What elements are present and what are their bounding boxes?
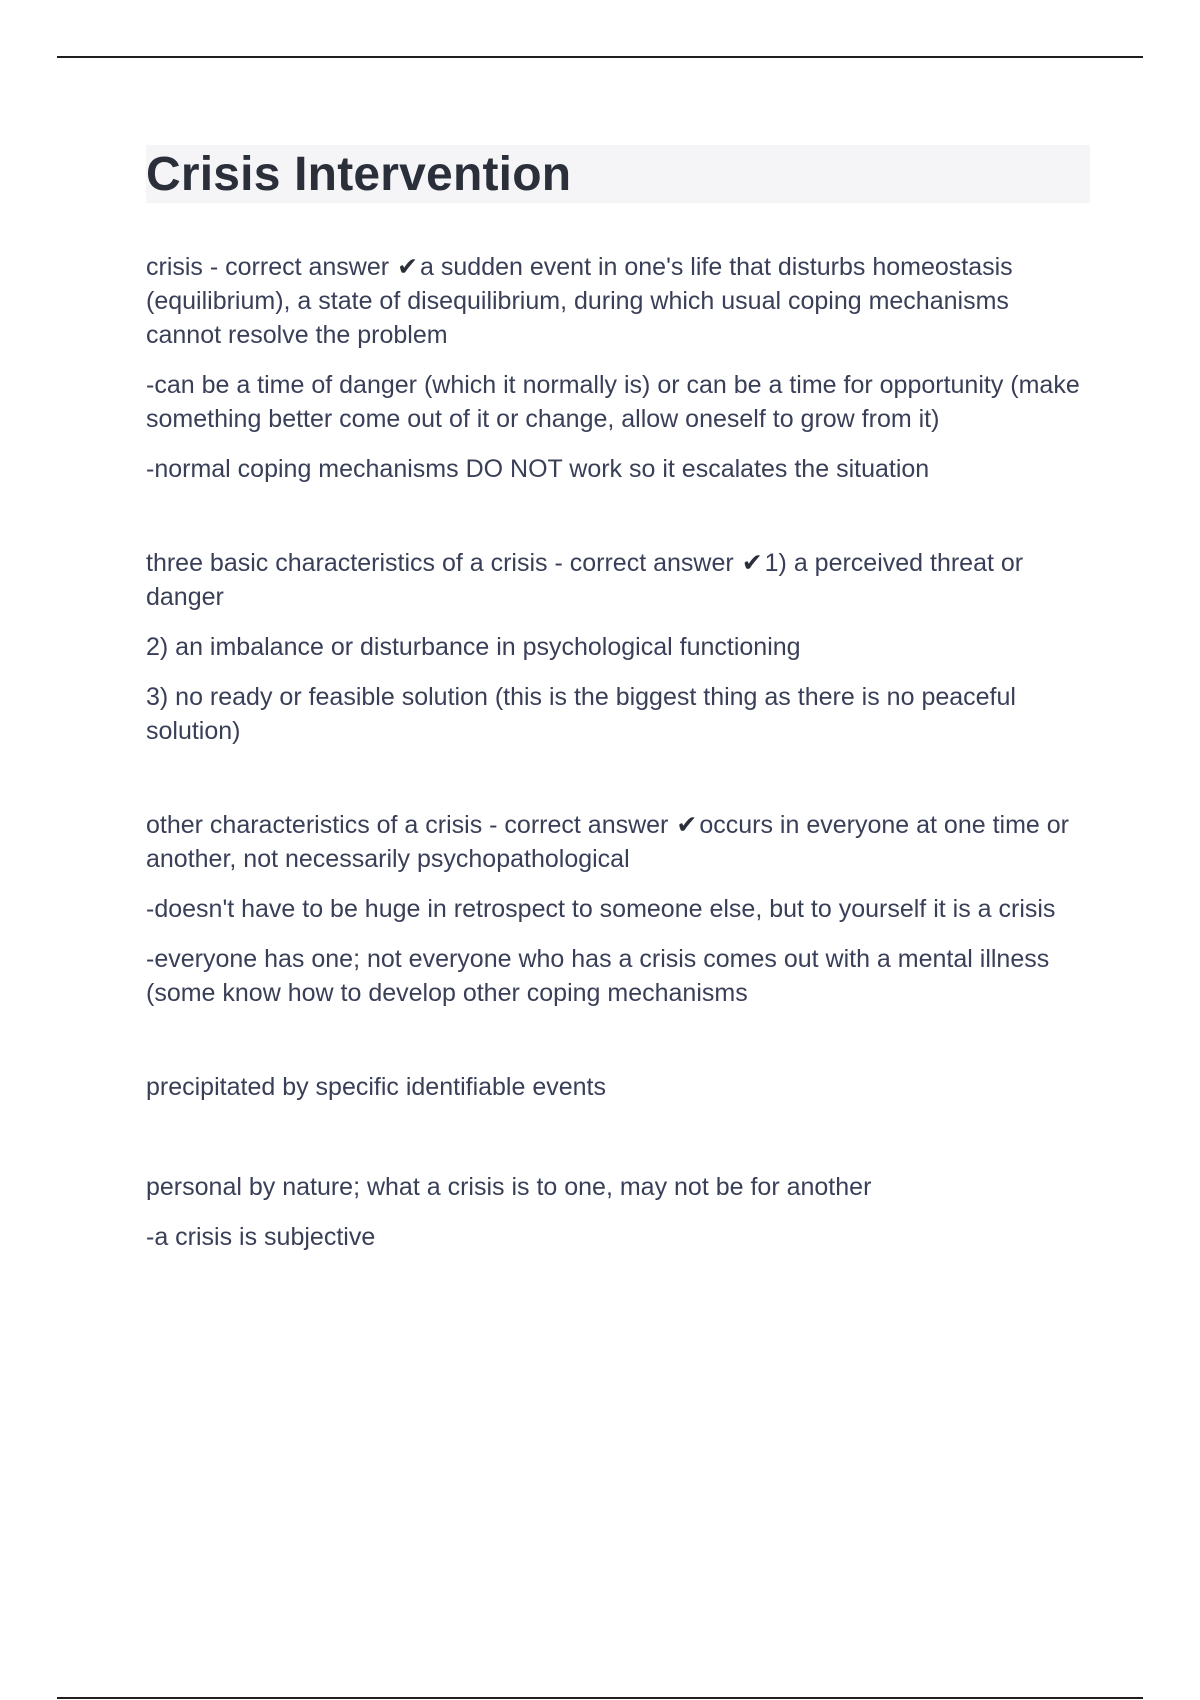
- flashcard-answer-line: -doesn't have to be huge in retrospect to someone else, but to yourself it is a crisis: [146, 895, 1056, 923]
- flashcard-answer: occurs in everyone at one time or another, not necessarily psychopathological: [146, 811, 1069, 873]
- flashcard-answer-line: 3) no ready or feasible solution (this is the biggest thing as there is no peaceful solution): [146, 683, 1016, 745]
- flashcard-term: other characteristics of a crisis - correct answer: [146, 811, 669, 839]
- header-rule: [57, 56, 1143, 58]
- flashcard-crisis: [146, 250, 1090, 486]
- flashcard-answer: a sudden event in one's life that disturbs homeostasis (equilibrium), a state of disequilibrium, during which usual coping mechanisms cannot resolve the problem: [146, 253, 1013, 349]
- flashcard-answer: 1) a perceived threat or danger: [146, 549, 1024, 611]
- flashcard-term: crisis - correct answer: [146, 253, 390, 281]
- flashcard-first-line: [146, 808, 1090, 876]
- flashcard-first-line: [146, 250, 1090, 352]
- document-body: [146, 145, 1090, 1254]
- checkmark-icon: ✔: [676, 811, 698, 839]
- flashcard-answer-line: -can be a time of danger (which it normally is) or can be a time for opportunity (make something better come out of it or change, allow oneself to grow from it): [146, 371, 1080, 433]
- tail-line: personal by nature; what a crisis is to one, may not be for another: [146, 1173, 872, 1201]
- tail-line: -a crisis is subjective: [146, 1223, 376, 1251]
- flashcard-answer-line: 2) an imbalance or disturbance in psychological functioning: [146, 633, 801, 661]
- standalone-line: precipitated by specific identifiable events: [146, 1073, 606, 1101]
- page-title: Crisis Intervention: [146, 148, 572, 201]
- flashcard-answer-line: -everyone has one; not everyone who has a crisis comes out with a mental illness (some know how to develop other coping mechanisms: [146, 945, 1050, 1007]
- footer-rule: [57, 1697, 1143, 1699]
- flashcard-answer-line: -normal coping mechanisms DO NOT work so it escalates the situation: [146, 455, 930, 483]
- checkmark-icon: ✔: [397, 253, 419, 281]
- flashcard-other-characteristics: [146, 808, 1090, 1010]
- checkmark-icon: ✔: [741, 549, 763, 577]
- flashcard-term: three basic characteristics of a crisis - correct answer: [146, 549, 734, 577]
- title-bar: [146, 145, 1090, 203]
- flashcard-basic-characteristics: [146, 546, 1090, 748]
- flashcard-first-line: [146, 546, 1090, 614]
- flashcard-tail: [146, 1170, 1090, 1254]
